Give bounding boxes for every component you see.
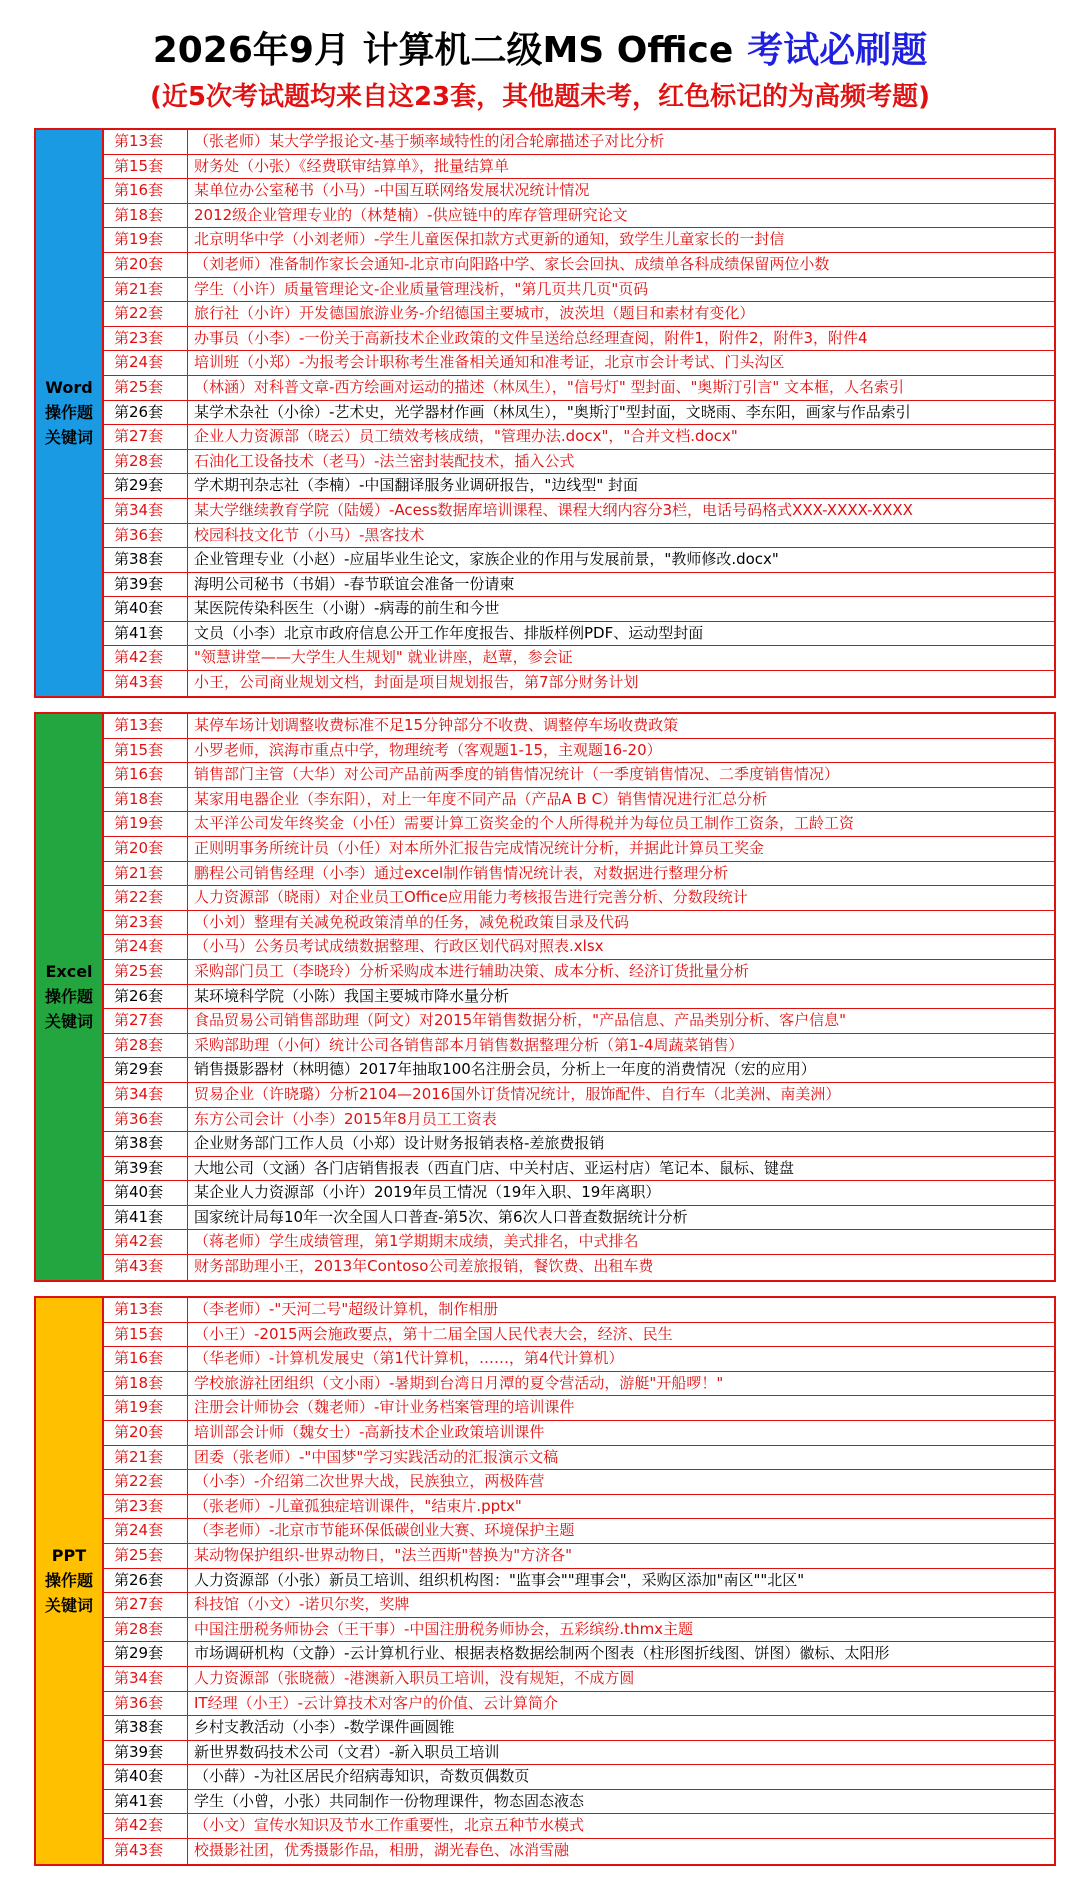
set-number: 第15套 — [104, 155, 188, 179]
list-item — [104, 1741, 1054, 1766]
set-number: 第25套 — [104, 1544, 188, 1568]
set-number: 第26套 — [104, 1569, 188, 1593]
set-number: 第25套 — [104, 960, 188, 984]
list-item — [104, 911, 1054, 936]
set-number: 第26套 — [104, 401, 188, 425]
keyword-text: 小王，公司商业规划文档，封面是项目规划报告，第7部分财务计划 — [194, 673, 639, 692]
set-number: 第42套 — [104, 646, 188, 670]
list-item — [104, 1206, 1054, 1231]
keyword-text: 校摄影社团，优秀摄影作品，相册，湖光春色、冰消雪融 — [194, 1841, 570, 1860]
keyword-text: 东方公司会计（小李）2015年8月员工工资表 — [194, 1109, 497, 1128]
set-number: 第28套 — [104, 1034, 188, 1058]
list-item — [104, 1255, 1054, 1280]
keyword-text: （小李）-介绍第二次世界大战，民族独立，两极阵营 — [194, 1472, 545, 1491]
set-number: 第22套 — [104, 1470, 188, 1494]
set-number: 第23套 — [104, 1495, 188, 1519]
keyword-text: 某家用电器企业（李东阳），对上一年度不同产品（产品A B C）销售情况进行汇总分析 — [194, 789, 768, 808]
list-item — [104, 1034, 1054, 1059]
list-item — [104, 1347, 1054, 1372]
set-number: 第16套 — [104, 179, 188, 203]
keyword-text: 团委（张老师）-"中国梦"学习实践活动的汇报演示文稿 — [194, 1447, 559, 1466]
list-item — [104, 886, 1054, 911]
keyword-text: "领慧讲堂——大学生人生规划" 就业讲座，赵蕈，参会证 — [194, 648, 573, 667]
set-number: 第38套 — [104, 1716, 188, 1740]
word-side-label — [36, 130, 104, 696]
keyword-text: 2012级企业管理专业的（林楚楠）-供应链中的库存管理研究论文 — [194, 205, 628, 224]
set-number: 第18套 — [104, 1372, 188, 1396]
keyword-text: 注册会计师协会（魏老师）-审计业务档案管理的培训课件 — [194, 1398, 575, 1417]
list-item — [104, 1396, 1054, 1421]
list-item — [104, 985, 1054, 1010]
set-number: 第28套 — [104, 450, 188, 474]
keyword-text: 某大学继续教育学院（陆媛）-Acess数据库培训课程、课程大纲内容分3栏，电话号码格式XXX-XXXX-XXXX — [194, 500, 913, 519]
keyword-text: 办事员（小李）-一份关于高新技术企业政策的文件呈送给总经理查阅，附件1，附件2，附件3，附件4 — [194, 328, 868, 347]
keyword-text: 企业管理专业（小赵）-应届毕业生论文，家族企业的作用与发展前景，"教师修改.docx" — [194, 550, 779, 569]
list-item — [104, 1298, 1054, 1323]
keyword-text: 某停车场计划调整收费标准不足15分钟部分不收费、调整停车场收费政策 — [194, 716, 679, 734]
keyword-text: （张老师）某大学学报论文-基于频率域特性的闭合轮廓描述子对比分析 — [194, 132, 665, 150]
keyword-text: 鹏程公司销售经理（小李）通过excel制作销售情况统计表，对数据进行整理分析 — [194, 863, 729, 882]
keyword-text: 财务处（小张）《经费联审结算单》，批量结算单 — [194, 156, 510, 175]
list-item — [104, 278, 1054, 303]
set-number: 第27套 — [104, 425, 188, 449]
side-label-line: Excel — [45, 962, 93, 982]
keyword-text: （小文）宣传水知识及节水工作重要性，北京五种节水模式 — [194, 1816, 585, 1835]
list-item — [104, 1519, 1054, 1544]
list-item — [104, 622, 1054, 647]
set-number: 第43套 — [104, 1839, 188, 1864]
set-number: 第15套 — [104, 739, 188, 763]
list-item — [104, 1108, 1054, 1133]
keyword-text: 市场调研机构（文静）-云计算机行业、根据表格数据绘制两个图表（柱形图折线图、饼图）徽标、太阳形 — [194, 1644, 890, 1663]
keyword-text: 校园科技文化节（小马）-黑客技术 — [194, 525, 425, 544]
set-number: 第36套 — [104, 1692, 188, 1716]
set-number: 第19套 — [104, 1396, 188, 1420]
ppt-rows — [104, 1298, 1054, 1864]
set-number: 第19套 — [104, 812, 188, 836]
set-number: 第36套 — [104, 524, 188, 548]
set-number: 第13套 — [104, 714, 188, 738]
keyword-text: 采购部助理（小何）统计公司各销售部本月销售数据整理分析（第1-4周蔬菜销售） — [194, 1035, 744, 1054]
keyword-text: 大地公司（文涵）各门店销售报表（西直门店、中关村店、亚运村店）笔记本、鼠标、键盘 — [194, 1158, 795, 1177]
list-item — [104, 573, 1054, 598]
list-item — [104, 1716, 1054, 1741]
keyword-text: 石油化工设备技术（老马）-法兰密封装配技术，插入公式 — [194, 451, 575, 470]
set-number: 第16套 — [104, 1347, 188, 1371]
keyword-text: 人力资源部（晓雨）对企业员工Office应用能力考核报告进行完善分析、分数段统计 — [194, 888, 748, 907]
list-item — [104, 1083, 1054, 1108]
keyword-text: 中国注册税务师协会（王干事）-中国注册税务师协会，五彩缤纷.thmx主题 — [194, 1619, 694, 1638]
keyword-text: 贸易企业（许晓璐）分析2104—2016国外订货情况统计，服饰配件、自行车（北美洲、南美洲） — [194, 1084, 841, 1103]
list-item — [104, 714, 1054, 739]
word-rows — [104, 130, 1054, 696]
list-item — [104, 837, 1054, 862]
excel-section — [34, 712, 1056, 1282]
keyword-text: 某医院传染科医生（小谢）-病毒的前生和今世 — [194, 599, 500, 618]
set-number: 第41套 — [104, 622, 188, 646]
set-number: 第26套 — [104, 985, 188, 1009]
set-number: 第42套 — [104, 1230, 188, 1254]
side-label-line: 操作题 — [44, 987, 93, 1007]
keyword-text: 科技馆（小文）-诺贝尔奖，奖牌 — [194, 1595, 410, 1614]
list-item — [104, 1618, 1054, 1643]
list-item — [104, 646, 1054, 671]
list-item — [104, 1544, 1054, 1569]
set-number: 第39套 — [104, 573, 188, 597]
set-number: 第21套 — [104, 1446, 188, 1470]
list-item — [104, 1181, 1054, 1206]
list-item — [104, 474, 1054, 499]
list-item — [104, 179, 1054, 204]
set-number: 第40套 — [104, 597, 188, 621]
keyword-text: 销售部门主管（大华）对公司产品前两季度的销售情况统计（一季度销售情况、二季度销售情况） — [194, 765, 840, 784]
keyword-text: 正则明事务所统计员（小任）对本所外汇报告完成情况统计分析，并据此计算员工奖金 — [194, 838, 765, 857]
side-label-line: 关键词 — [44, 1012, 93, 1032]
list-item — [104, 1814, 1054, 1839]
set-number: 第19套 — [104, 228, 188, 252]
list-item — [104, 935, 1054, 960]
set-number: 第38套 — [104, 548, 188, 572]
keyword-text: 某学术杂社（小徐）-艺术史，光学器材作画（林凤生），"奥斯汀"型封面，文晓雨、李东阳，画家与作品索引 — [194, 402, 911, 421]
set-number: 第15套 — [104, 1323, 188, 1347]
set-number: 第29套 — [104, 474, 188, 498]
list-item — [104, 1667, 1054, 1692]
list-item — [104, 548, 1054, 573]
ppt-side-label — [36, 1298, 104, 1864]
set-number: 第25套 — [104, 376, 188, 400]
set-number: 第20套 — [104, 253, 188, 277]
list-item — [104, 1470, 1054, 1495]
keyword-text: 销售摄影器材（林明德）2017年抽取100名注册会员，分析上一年度的消费情况（宏的应用） — [194, 1060, 816, 1079]
list-item — [104, 1421, 1054, 1446]
keyword-text: 培训班（小郑）-为报考会计职称考生准备相关通知和准考证，北京市会计考试、门头沟区 — [194, 353, 785, 372]
list-item — [104, 327, 1054, 352]
list-item — [104, 1446, 1054, 1471]
keyword-text: 太平洋公司发年终奖金（小任）需要计算工资奖金的个人所得税并为每位员工制作工资条，工龄工资 — [194, 814, 855, 833]
list-item — [104, 1839, 1054, 1864]
set-number: 第39套 — [104, 1157, 188, 1181]
keyword-text: 北京明华中学（小刘老师）-学生儿童医保扣款方式更新的通知，致学生儿童家长的一封信 — [194, 230, 785, 249]
keyword-text: 学术期刊杂志社（李楠）-中国翻译服务业调研报告，"边线型" 封面 — [194, 476, 638, 495]
keyword-text: 人力资源部（张晓薇）-港澳新入职员工培训，没有规矩，不成方圆 — [194, 1668, 635, 1687]
set-number: 第41套 — [104, 1206, 188, 1230]
set-number: 第40套 — [104, 1765, 188, 1789]
keyword-text: 财务部助理小王，2013年Contoso公司差旅报销，餐饮费、出租车费 — [194, 1257, 654, 1276]
set-number: 第24套 — [104, 1519, 188, 1543]
keyword-text: （小刘）整理有关减免税政策清单的任务，减免税政策目录及代码 — [194, 912, 630, 931]
list-item — [104, 1009, 1054, 1034]
keyword-text: （刘老师）准备制作家长会通知-北京市向阳路中学、家长会回执、成绩单各科成绩保留两位小数 — [194, 254, 830, 273]
ppt-section — [34, 1296, 1056, 1866]
set-number: 第18套 — [104, 788, 188, 812]
keyword-text: 企业人力资源部（晓云）员工绩效考核成绩，"管理办法.docx"，"合并文档.docx" — [194, 427, 738, 446]
keyword-text: （李老师）-"天河二号"超级计算机，制作相册 — [194, 1300, 499, 1318]
list-item — [104, 788, 1054, 813]
list-item — [104, 1323, 1054, 1348]
list-item — [104, 253, 1054, 278]
list-item — [104, 425, 1054, 450]
side-label-line: PPT — [51, 1546, 87, 1566]
set-number: 第43套 — [104, 1255, 188, 1280]
set-number: 第13套 — [104, 130, 188, 154]
list-item — [104, 401, 1054, 426]
keyword-text: IT经理（小王）-云计算技术对客户的价值、云计算简介 — [194, 1693, 559, 1712]
set-number: 第21套 — [104, 862, 188, 886]
list-item — [104, 1569, 1054, 1594]
list-item — [104, 1642, 1054, 1667]
keyword-text: （蒋老师）学生成绩管理，第1学期期末成绩，美式排名，中式排名 — [194, 1232, 639, 1251]
side-label-line: 操作题 — [44, 1571, 93, 1591]
list-item — [104, 1058, 1054, 1083]
keyword-text: （林涵）对科普文章-西方绘画对运动的描述（林凤生），"信号灯" 型封面、"奥斯汀引言" 文本框，人名索引 — [194, 377, 905, 396]
set-number: 第34套 — [104, 1083, 188, 1107]
list-item — [104, 1790, 1054, 1815]
set-number: 第40套 — [104, 1181, 188, 1205]
set-number: 第29套 — [104, 1642, 188, 1666]
keyword-text: 某企业人力资源部（小许）2019年员工情况（19年入职、19年离职） — [194, 1183, 661, 1202]
list-item — [104, 499, 1054, 524]
set-number: 第13套 — [104, 1298, 188, 1322]
keyword-text: （小马）公务员考试成绩数据整理、行政区划代码对照表.xlsx — [194, 937, 604, 956]
set-number: 第36套 — [104, 1108, 188, 1132]
keyword-text: （李老师）-北京市节能环保低碳创业大赛、环境保护主题 — [194, 1521, 575, 1540]
list-item — [104, 450, 1054, 475]
set-number: 第21套 — [104, 278, 188, 302]
set-number: 第18套 — [104, 204, 188, 228]
set-number: 第27套 — [104, 1009, 188, 1033]
keyword-text: 旅行社（小许）开发德国旅游业务-介绍德国主要城市，波茨坦（题目和素材有变化） — [194, 304, 755, 323]
list-item — [104, 130, 1054, 155]
list-item — [104, 739, 1054, 764]
keyword-text: 某环境科学院（小陈）我国主要城市降水量分析 — [194, 986, 510, 1005]
keyword-text: 采购部门员工（李晓玲）分析采购成本进行辅助决策、成本分析、经济订货批量分析 — [194, 961, 750, 980]
set-number: 第29套 — [104, 1058, 188, 1082]
list-item — [104, 351, 1054, 376]
keyword-text: 海明公司秘书（书娟）-春节联谊会准备一份请柬 — [194, 574, 515, 593]
set-number: 第28套 — [104, 1618, 188, 1642]
list-item — [104, 1495, 1054, 1520]
list-item — [104, 228, 1054, 253]
side-label-line: 操作题 — [44, 403, 93, 423]
set-number: 第27套 — [104, 1593, 188, 1617]
keyword-text: 新世界数码技术公司（文君）-新入职员工培训 — [194, 1742, 500, 1761]
keyword-text: 乡村支教活动（小李）-数学课件画圆锥 — [194, 1718, 455, 1737]
keyword-text: 企业财务部门工作人员（小郑）设计财务报销表格-差旅费报销 — [194, 1134, 605, 1153]
keyword-text: （张老师）-儿童孤独症培训课件，"结束片.pptx" — [194, 1496, 522, 1515]
page-subtitle: (近5次考试题均来自这23套，其他题未考，红色标记的为高频考题) — [149, 82, 931, 112]
title-main: 2026年9月 计算机二级MS Office — [152, 30, 734, 71]
keyword-text: 学生（小许）质量管理论文-企业质量管理浅析，"第几页共几页"页码 — [194, 279, 649, 298]
list-item — [104, 1157, 1054, 1182]
set-number: 第22套 — [104, 302, 188, 326]
set-number: 第42套 — [104, 1814, 188, 1838]
keyword-text: （华老师）-计算机发展史（第1代计算机，……，第4代计算机） — [194, 1349, 624, 1368]
keyword-text: 学校旅游社团组织（文小雨）-暑期到台湾日月潭的夏令营活动，游艇"开船啰！" — [194, 1373, 724, 1392]
list-item — [104, 597, 1054, 622]
keyword-text: 国家统计局每10年一次全国人口普查-第5次、第6次人口普查数据统计分析 — [194, 1207, 688, 1226]
keyword-text: 文员（小李）北京市政府信息公开工作年度报告、排版样例PDF、运动型封面 — [194, 623, 704, 642]
list-item — [104, 204, 1054, 229]
set-number: 第23套 — [104, 327, 188, 351]
list-item — [104, 524, 1054, 549]
word-section — [34, 128, 1056, 698]
keyword-text: （小薛）-为社区居民介绍病毒知识，奇数页偶数页 — [194, 1767, 530, 1786]
list-item — [104, 812, 1054, 837]
set-number: 第20套 — [104, 837, 188, 861]
keyword-text: 培训部会计师（魏女士）-高新技术企业政策培训课件 — [194, 1422, 545, 1441]
keyword-text: 人力资源部（小张）新员工培训、组织机构图："监事会""理事会"，采购区添加"南区""北区" — [194, 1570, 805, 1589]
excel-rows — [104, 714, 1054, 1280]
list-item — [104, 376, 1054, 401]
keyword-text: 某单位办公室秘书（小马）-中国互联网络发展状况统计情况 — [194, 181, 590, 200]
set-number: 第16套 — [104, 763, 188, 787]
set-number: 第41套 — [104, 1790, 188, 1814]
set-number: 第24套 — [104, 351, 188, 375]
keyword-text: 小罗老师，滨海市重点中学，物理统考（客观题1-15，主观题16-20） — [194, 740, 662, 759]
side-label-line: 关键词 — [44, 1596, 93, 1616]
list-item — [104, 1132, 1054, 1157]
list-item — [104, 960, 1054, 985]
set-number: 第23套 — [104, 911, 188, 935]
keyword-text: 某动物保护组织-世界动物日，"法兰西斯"替换为"方济各" — [194, 1545, 573, 1564]
list-item — [104, 155, 1054, 180]
list-item — [104, 1372, 1054, 1397]
set-number: 第43套 — [104, 671, 188, 696]
set-number: 第38套 — [104, 1132, 188, 1156]
set-number: 第24套 — [104, 935, 188, 959]
keyword-text: 食品贸易公司销售部助理（阿文）对2015年销售数据分析，"产品信息、产品类别分析、客户信息" — [194, 1011, 846, 1030]
list-item — [104, 763, 1054, 788]
keyword-text: 学生（小曾，小张）共同制作一份物理课件，物态固态液态 — [194, 1791, 585, 1810]
keyword-text: （小王）-2015两会施政要点，第十二届全国人民代表大会，经济、民生 — [194, 1324, 673, 1343]
set-number: 第39套 — [104, 1741, 188, 1765]
page-title — [0, 22, 1080, 73]
list-item — [104, 862, 1054, 887]
list-item — [104, 1593, 1054, 1618]
side-label-line: Word — [45, 378, 93, 398]
list-item — [104, 1765, 1054, 1790]
list-item — [104, 1230, 1054, 1255]
set-number: 第34套 — [104, 1667, 188, 1691]
list-item — [104, 302, 1054, 327]
set-number: 第22套 — [104, 886, 188, 910]
list-item — [104, 671, 1054, 696]
set-number: 第20套 — [104, 1421, 188, 1445]
set-number: 第34套 — [104, 499, 188, 523]
excel-side-label — [36, 714, 104, 1280]
list-item — [104, 1692, 1054, 1717]
title-highlight: 考试必刷题 — [747, 30, 928, 71]
side-label-line: 关键词 — [44, 428, 93, 448]
